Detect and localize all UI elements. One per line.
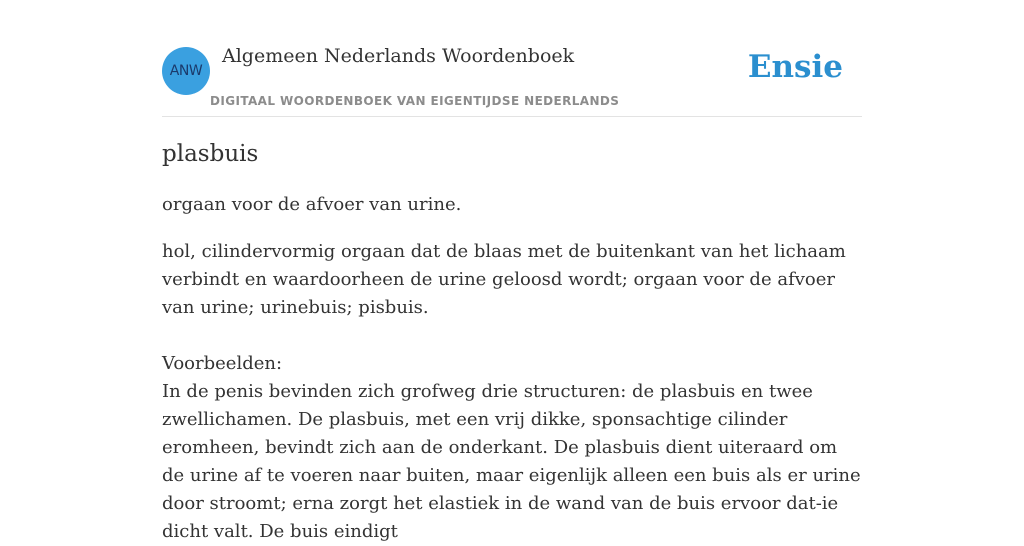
short-definition: orgaan voor de afvoer van urine. bbox=[162, 194, 462, 215]
site-title[interactable]: Algemeen Nederlands Woordenboek bbox=[222, 45, 575, 67]
entry-headword: plasbuis bbox=[162, 141, 259, 167]
site-header bbox=[162, 0, 862, 117]
example-text: In de penis bevinden zich grofweg drie structuren: de plasbuis en twee zwellichamen. De plasbuis, met een vrij dikke, sponsachtige cilinder eromheen, bevindt zich aan de onderkant. De plasbuis dient uiteraard om de urine af te voeren naar buiten, maar eigenlijk alleen een buis als er urine door stroomt; erna zorgt het elastiek in de wand van de buis ervoor dat-ie dicht valt. De buis eindigt bbox=[162, 381, 861, 542]
examples-label: Voorbeelden: bbox=[162, 353, 283, 374]
entry-content bbox=[162, 136, 862, 546]
long-definition: hol, cilindervormig orgaan dat de blaas met de buitenkant van het lichaam verbindt en waardoorheen de urine geloosd wordt; orgaan voor de afvoer van urine; urinebuis; pisbuis. bbox=[162, 241, 846, 318]
anw-logo[interactable]: ANW bbox=[162, 47, 210, 95]
ensie-brand-link[interactable]: Ensie bbox=[747, 49, 843, 85]
site-subtitle: DIGITAAL WOORDENBOEK VAN EIGENTIJDSE NEDERLANDS bbox=[210, 94, 620, 108]
